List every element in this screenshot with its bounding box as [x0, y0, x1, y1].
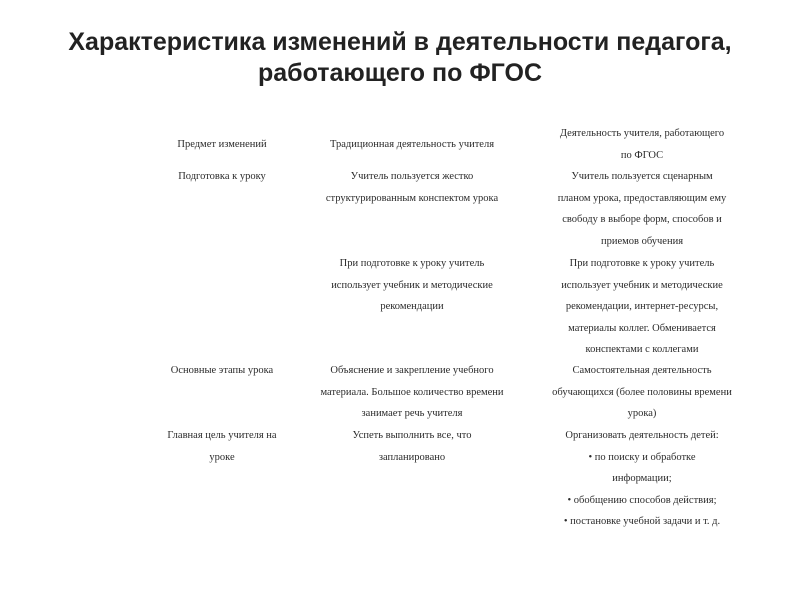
row-4-subject: Главная цель учителя на уроке	[167, 430, 277, 463]
title-line-2: работающего по ФГОС	[257, 59, 543, 87]
row-1-subject: Подготовка к уроку	[178, 171, 266, 182]
row-1-fgos: Учитель пользуется сценарным планом урока, предоставляющим ему свободу в выборе форм, способов и приемов обучения	[557, 171, 727, 247]
row-4-fgos: Организовать деятельность детей: • по поиску и обработке информации; • обобщению способов действия; • постановке учебной задачи и т. д.	[563, 430, 721, 527]
row-2-fgos: При подготовке к уроку учитель использует учебник и методические рекомендации, интернет-ресурсы, материалы коллег. Обменивается конспектами с коллегами	[561, 258, 723, 355]
row-2-traditional: При подготовке к уроку учитель использует учебник и методические рекомендации	[331, 258, 493, 312]
title-line-1: Характеристика изменений в деятельности педагога,	[68, 28, 732, 56]
header-subject: Предмет изменений	[177, 139, 267, 150]
header-traditional: Традиционная деятельность учителя	[329, 139, 495, 150]
header-fgos: Деятельность учителя, работающего по ФГОС	[559, 128, 725, 161]
slide-title	[0, 27, 800, 89]
row-1-traditional: Учитель пользуется жестко структурированным конспектом урока	[325, 171, 499, 204]
row-3-traditional: Объяснение и закрепление учебного материала. Большое количество времени занимает речь учителя	[320, 365, 504, 419]
row-4-traditional: Успеть выполнить все, что запланировано	[352, 430, 472, 463]
row-3-fgos: Самостоятельная деятельность обучающихся (более половины времени урока)	[552, 365, 732, 419]
row-3-subject: Основные этапы урока	[170, 365, 274, 376]
